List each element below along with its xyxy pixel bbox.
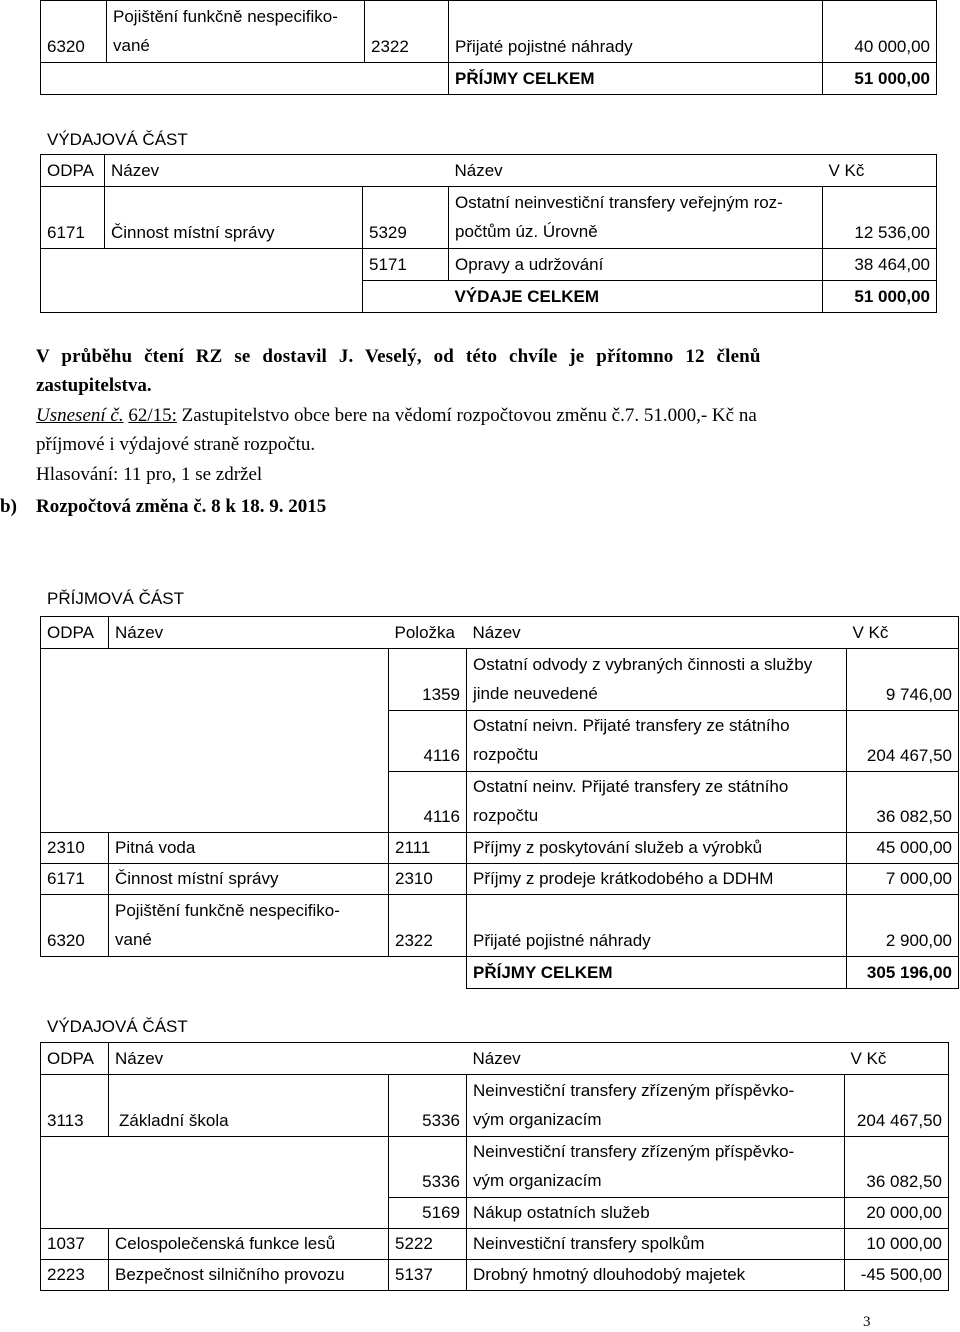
polozka-cell: 5222 <box>389 1229 467 1260</box>
castka-cell: 204 467,50 <box>847 711 959 772</box>
polozka-cell: 2111 <box>389 833 467 864</box>
polozka-cell: 5169 <box>389 1198 467 1229</box>
castka-cell: 38 464,00 <box>823 249 937 281</box>
polozka-cell: 5171 <box>363 249 449 281</box>
castka-cell: 36 082,50 <box>845 1137 949 1198</box>
nazev2-cell: Neinvestiční transfery zřízeným příspěvko- vým organizacím <box>467 1137 845 1198</box>
polozka-cell: 5336 <box>389 1137 467 1198</box>
table-row <box>41 772 959 833</box>
header-row <box>41 617 959 649</box>
top-income-table <box>40 0 937 95</box>
header-nazev2: Název <box>467 617 847 649</box>
nazev2-cell: Ostatní neinv. Přijaté transfery ze státního rozpočtu <box>467 772 847 833</box>
header-nazev2: Název <box>449 155 823 187</box>
section-title-expense-2: VÝDAJOVÁ ČÁST <box>47 1017 188 1036</box>
paragraph-attendance: V průběhu čtení RZ se dostavil J. Veselý, od této chvíle je přítomno 12 členů <box>36 346 761 367</box>
total-value: 305 196,00 <box>847 957 959 989</box>
polozka-cell: 5336 <box>389 1075 467 1137</box>
total-label: PŘÍJMY CELKEM <box>449 63 823 95</box>
resolution-number: 62/15: <box>128 405 177 426</box>
header-vkc: V Kč <box>847 617 959 649</box>
resolution-label: Usnesení č. <box>36 405 124 426</box>
nazev-cell: Pojištění funkčně nespecifiko- vané <box>107 1 365 63</box>
table-row <box>41 833 959 864</box>
header-vkc: V Kč <box>823 155 937 187</box>
nazev-cell: Celospolečenská funkce lesů <box>109 1229 389 1260</box>
header-row <box>41 155 937 187</box>
nazev2-cell: Opravy a udržování <box>449 249 823 281</box>
total-label: PŘÍJMY CELKEM <box>467 957 847 989</box>
table-row <box>41 1 937 63</box>
nazev-cell: Činnost místní správy <box>109 864 389 895</box>
nazev2-cell: Ostatní odvody z vybraných činnosti a služby jinde neuvedené <box>467 649 847 711</box>
item-b-title: Rozpočtová změna č. 8 k 18. 9. 2015 <box>36 496 327 517</box>
expense-table-1 <box>40 154 937 313</box>
header-polozka: Položka <box>389 617 467 649</box>
header-odpa: ODPA <box>41 617 109 649</box>
table-row <box>41 711 959 772</box>
nazev2-cell: Příjmy z poskytování služeb a výrobků <box>467 833 847 864</box>
header-nazev: Název <box>109 1043 389 1075</box>
nazev-cell: Pojištění funkčně nespecifiko- vané <box>109 895 389 957</box>
item-b-marker: b) <box>0 496 17 517</box>
vote-result: Hlasování: 11 pro, 1 se zdržel <box>36 464 263 485</box>
castka-cell: 2 900,00 <box>847 895 959 957</box>
total-value: 51 000,00 <box>823 281 937 313</box>
castka-cell: 10 000,00 <box>845 1229 949 1260</box>
castka-cell: 45 000,00 <box>847 833 959 864</box>
table-row <box>41 1198 949 1229</box>
odpa-cell: 6171 <box>41 187 105 249</box>
expense-table-2 <box>40 1042 949 1291</box>
table-row <box>41 649 959 711</box>
odpa-cell: 3113 <box>41 1075 109 1137</box>
castka-cell: -45 500,00 <box>845 1260 949 1291</box>
total-row <box>41 281 937 313</box>
total-row <box>41 957 959 989</box>
total-label: VÝDAJE CELKEM <box>449 281 823 313</box>
polozka-cell: 4116 <box>389 772 467 833</box>
header-nazev2: Název <box>467 1043 845 1075</box>
table-row <box>41 895 959 957</box>
resolution <box>36 401 926 430</box>
nazev-cell: Základní škola <box>109 1075 389 1137</box>
resolution-text: Zastupitelstvo obce bere na vědomí rozpočtovou změnu č.7. 51.000,- Kč na <box>181 405 757 426</box>
odpa-cell: 1037 <box>41 1229 109 1260</box>
total-row <box>41 63 937 95</box>
section-title-expense-1: VÝDAJOVÁ ČÁST <box>47 130 188 149</box>
nazev-cell: Činnost místní správy <box>105 187 363 249</box>
table-row <box>41 1260 949 1291</box>
total-value: 51 000,00 <box>823 63 937 95</box>
castka-cell: 7 000,00 <box>847 864 959 895</box>
castka-cell: 12 536,00 <box>823 187 937 249</box>
table-row <box>41 1075 949 1137</box>
item-b <box>0 492 326 521</box>
castka-cell: 9 746,00 <box>847 649 959 711</box>
nazev2-cell: Přijaté pojistné náhrady <box>449 1 823 63</box>
header-odpa: ODPA <box>41 155 105 187</box>
table-row <box>41 864 959 895</box>
resolution-text-cont: příjmové i výdajové straně rozpočtu. <box>36 434 316 455</box>
nazev2-cell: Neinvestiční transfery spolkům <box>467 1229 845 1260</box>
polozka-cell: 1359 <box>389 649 467 711</box>
polozka-cell: 5329 <box>363 187 449 249</box>
nazev2-cell: Přijaté pojistné náhrady <box>467 895 847 957</box>
castka-cell: 204 467,50 <box>845 1075 949 1137</box>
header-odpa: ODPA <box>41 1043 109 1075</box>
header-nazev: Název <box>109 617 389 649</box>
nazev2-cell: Ostatní neinvestiční transfery veřejným roz- počtům úz. Úrovně <box>449 187 823 249</box>
castka-cell: 20 000,00 <box>845 1198 949 1229</box>
page-number: 3 <box>863 1314 871 1330</box>
polozka-cell: 2322 <box>389 895 467 957</box>
polozka-cell: 5137 <box>389 1260 467 1291</box>
polozka-cell: 2322 <box>365 1 449 63</box>
polozka-cell: 2310 <box>389 864 467 895</box>
odpa-cell: 6320 <box>41 895 109 957</box>
nazev2-cell: Neinvestiční transfery zřízeným příspěvko- vým organizacím <box>467 1075 845 1137</box>
nazev-cell: Bezpečnost silničního provozu <box>109 1260 389 1291</box>
odpa-cell: 2310 <box>41 833 109 864</box>
paragraph-attendance-cont: zastupitelstva. <box>36 375 152 396</box>
odpa-cell: 6320 <box>41 1 107 63</box>
castka-cell: 40 000,00 <box>823 1 937 63</box>
header-nazev: Název <box>105 155 363 187</box>
nazev2-cell: Nákup ostatních služeb <box>467 1198 845 1229</box>
odpa-cell: 6171 <box>41 864 109 895</box>
nazev2-cell: Ostatní neivn. Přijaté transfery ze státního rozpočtu <box>467 711 847 772</box>
nazev2-cell: Drobný hmotný dlouhodobý majetek <box>467 1260 845 1291</box>
income-table-2 <box>40 616 959 989</box>
table-row <box>41 1137 949 1198</box>
table-row <box>41 1229 949 1260</box>
section-title-income-2: PŘÍJMOVÁ ČÁST <box>47 589 184 608</box>
nazev-cell: Pitná voda <box>109 833 389 864</box>
castka-cell: 36 082,50 <box>847 772 959 833</box>
table-row <box>41 249 937 281</box>
nazev2-cell: Příjmy z prodeje krátkodobého a DDHM <box>467 864 847 895</box>
header-row <box>41 1043 949 1075</box>
odpa-cell: 2223 <box>41 1260 109 1291</box>
table-row <box>41 187 937 249</box>
header-vkc: V Kč <box>845 1043 949 1075</box>
polozka-cell: 4116 <box>389 711 467 772</box>
